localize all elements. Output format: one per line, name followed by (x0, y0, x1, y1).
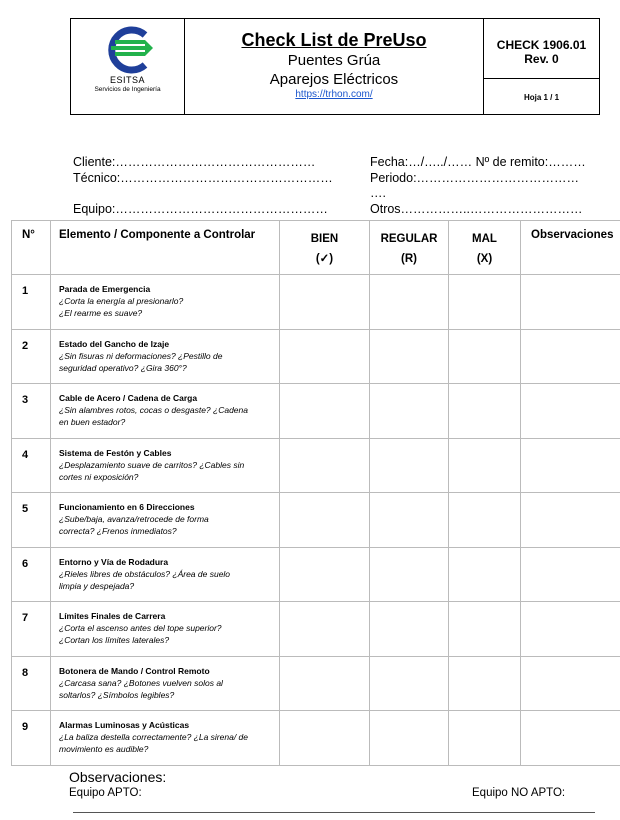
regular-cell[interactable] (370, 384, 449, 439)
bien-cell[interactable] (280, 656, 370, 711)
item-question-2: en buen estador? (59, 417, 126, 427)
observaciones-label: Observaciones: (69, 769, 167, 785)
regular-cell[interactable] (370, 602, 449, 657)
tecnico-field[interactable]: Técnico:…………………………………………… (73, 171, 333, 185)
table-row (12, 493, 620, 548)
item-title: Cable de Acero / Cadena de Carga (59, 393, 198, 403)
item-question-2: ¿Cortan los límites laterales? (59, 635, 170, 645)
code-number: CHECK 1906.01 (496, 38, 587, 52)
logo-name: ESITSA (109, 75, 145, 85)
observaciones-cell[interactable] (521, 329, 620, 384)
otros-field[interactable]: Otros……………..……………………… (370, 202, 583, 216)
mal-cell[interactable] (449, 275, 521, 330)
item-question-1: ¿Sube/baja, avanza/retrocede de forma (59, 514, 209, 524)
document-code (484, 19, 599, 79)
item-title: Botonera de Mando / Control Remoto (59, 665, 210, 676)
item-title: Alarmas Luminosas y Acústicas (59, 720, 190, 730)
periodo-continuation: …. (370, 186, 386, 200)
logo-subtitle: Servicios de Ingeniería (94, 86, 161, 93)
title-block (185, 19, 484, 114)
mal-cell[interactable] (449, 384, 521, 439)
item-question-1: ¿Sin alambres rotos, cocas o desgaste? ¿Cadena (59, 405, 248, 415)
item-question-1: ¿Rieles libres de obstáculos? ¿Área de suelo (59, 568, 231, 579)
item-question-2: movimiento es audible? (59, 744, 149, 754)
row-description (51, 329, 280, 384)
table-row (12, 329, 620, 384)
website-link[interactable]: https://trhon.com/ (295, 89, 373, 100)
regular-cell[interactable] (370, 493, 449, 548)
table-row (12, 384, 620, 439)
item-title: Parada de Emergencia (59, 284, 151, 294)
row-description (51, 656, 280, 711)
row-description (51, 275, 280, 330)
bien-cell[interactable] (280, 711, 370, 766)
signature-line (73, 812, 595, 813)
bien-cell[interactable] (280, 602, 370, 657)
item-question-1: ¿Carcasa sana? ¿Botones vuelven solos al (59, 677, 223, 688)
document-subtitle-1: Puentes Grúa (287, 52, 381, 69)
observaciones-cell[interactable] (521, 275, 620, 330)
item-question-2: correcta? ¿Frenos inmediatos? (59, 526, 177, 536)
item-question-1: ¿Sin fisuras ni deformaciones? ¿Pestillo de (59, 350, 223, 361)
item-question-1: ¿Corta la energía al presionarlo? (59, 296, 184, 306)
code-block (484, 19, 599, 114)
fecha-remito-field[interactable]: Fecha:…/…../…… Nº de remito:……… (370, 155, 586, 169)
document-title: Check List de PreUso (241, 30, 427, 50)
regular-cell[interactable] (370, 438, 449, 493)
mal-cell[interactable] (449, 547, 521, 602)
table-row (12, 547, 620, 602)
esitsa-logo-icon (101, 25, 155, 75)
table-row (12, 602, 620, 657)
item-question-2: limpia y despejada? (59, 580, 135, 591)
table-header-row (12, 221, 620, 275)
regular-cell[interactable] (370, 275, 449, 330)
row-description (51, 711, 280, 766)
header-bien-symbol: (✓) (315, 253, 334, 265)
row-number: 4 (12, 438, 51, 493)
mal-cell[interactable] (449, 711, 521, 766)
mal-cell[interactable] (449, 602, 521, 657)
item-title: Entorno y Vía de Rodadura (59, 556, 169, 567)
row-number: 5 (12, 493, 51, 548)
item-question-2: ¿El rearme es suave? (59, 308, 143, 318)
item-title: Sistema de Festón y Cables (59, 447, 172, 458)
document-header (70, 18, 600, 115)
item-question-1: ¿La baliza destella correctamente? ¿La sirena/ de (59, 732, 248, 742)
observaciones-cell[interactable] (521, 711, 620, 766)
table-row (12, 438, 620, 493)
row-description (51, 384, 280, 439)
regular-cell[interactable] (370, 547, 449, 602)
bien-cell[interactable] (280, 438, 370, 493)
item-title: Estado del Gancho de Izaje (59, 338, 170, 349)
row-number: 1 (12, 275, 51, 330)
item-question-1: ¿Corta el ascenso antes del tope superior? (59, 623, 222, 633)
observaciones-cell[interactable] (521, 493, 620, 548)
header-number: N° (12, 221, 51, 275)
regular-cell[interactable] (370, 711, 449, 766)
row-number: 9 (12, 711, 51, 766)
header-mal-label: MAL (472, 233, 497, 245)
item-question-2: soltarlos? ¿Símbolos legibles? (59, 689, 175, 700)
observaciones-cell[interactable] (521, 384, 620, 439)
equipo-field[interactable]: Equipo:…………………………………………… (73, 202, 328, 216)
header-mal-symbol: (X) (476, 253, 493, 265)
equipo-apto-field[interactable]: Equipo APTO: (69, 787, 142, 799)
regular-cell[interactable] (370, 329, 449, 384)
observaciones-cell[interactable] (521, 547, 620, 602)
mal-cell[interactable] (449, 329, 521, 384)
observaciones-cell[interactable] (521, 656, 620, 711)
row-description (51, 493, 280, 548)
bien-cell[interactable] (280, 384, 370, 439)
row-number: 2 (12, 329, 51, 384)
periodo-field[interactable]: Periodo:………………………………… (370, 171, 580, 185)
row-number: 8 (12, 656, 51, 711)
cliente-field[interactable]: Cliente:………………………………………… (73, 155, 316, 169)
item-question-1: ¿Desplazamiento suave de carritos? ¿Cables sin (59, 459, 245, 470)
header-bien-label: BIEN (310, 233, 339, 245)
row-number: 6 (12, 547, 51, 602)
header-observaciones: Observaciones (521, 221, 620, 275)
mal-cell[interactable] (449, 656, 521, 711)
table-row (12, 656, 620, 711)
row-number: 3 (12, 384, 51, 439)
mal-cell[interactable] (449, 438, 521, 493)
company-logo (71, 19, 185, 114)
table-row (12, 711, 620, 766)
bien-cell[interactable] (280, 493, 370, 548)
bien-cell[interactable] (280, 329, 370, 384)
row-description (51, 438, 280, 493)
item-question-2: seguridad operativo? ¿Gira 360°? (59, 362, 187, 373)
header-regular (370, 221, 449, 275)
observaciones-cell[interactable] (521, 602, 620, 657)
mal-cell[interactable] (449, 493, 521, 548)
observaciones-cell[interactable] (521, 438, 620, 493)
bien-cell[interactable] (280, 547, 370, 602)
sheet-number: Hoja 1 / 1 (523, 93, 560, 102)
bien-cell[interactable] (280, 275, 370, 330)
checklist-table (11, 220, 620, 766)
regular-cell[interactable] (370, 656, 449, 711)
revision: Rev. 0 (524, 52, 559, 66)
item-title: Funcionamiento en 6 Direcciones (59, 502, 195, 512)
header-element: Elemento / Componente a Controlar (51, 221, 280, 275)
row-number: 7 (12, 602, 51, 657)
row-description (51, 602, 280, 657)
row-description (51, 547, 280, 602)
header-bien (280, 221, 370, 275)
header-regular-symbol: (R) (401, 253, 417, 265)
document-subtitle-2: Aparejos Eléctricos (269, 71, 399, 88)
item-question-2: cortes ni exposición? (59, 471, 139, 482)
header-mal (449, 221, 521, 275)
item-title: Límites Finales de Carrera (59, 611, 166, 621)
header-regular-label: REGULAR (380, 233, 438, 245)
table-row (12, 275, 620, 330)
equipo-no-apto-field[interactable]: Equipo NO APTO: (472, 787, 566, 799)
